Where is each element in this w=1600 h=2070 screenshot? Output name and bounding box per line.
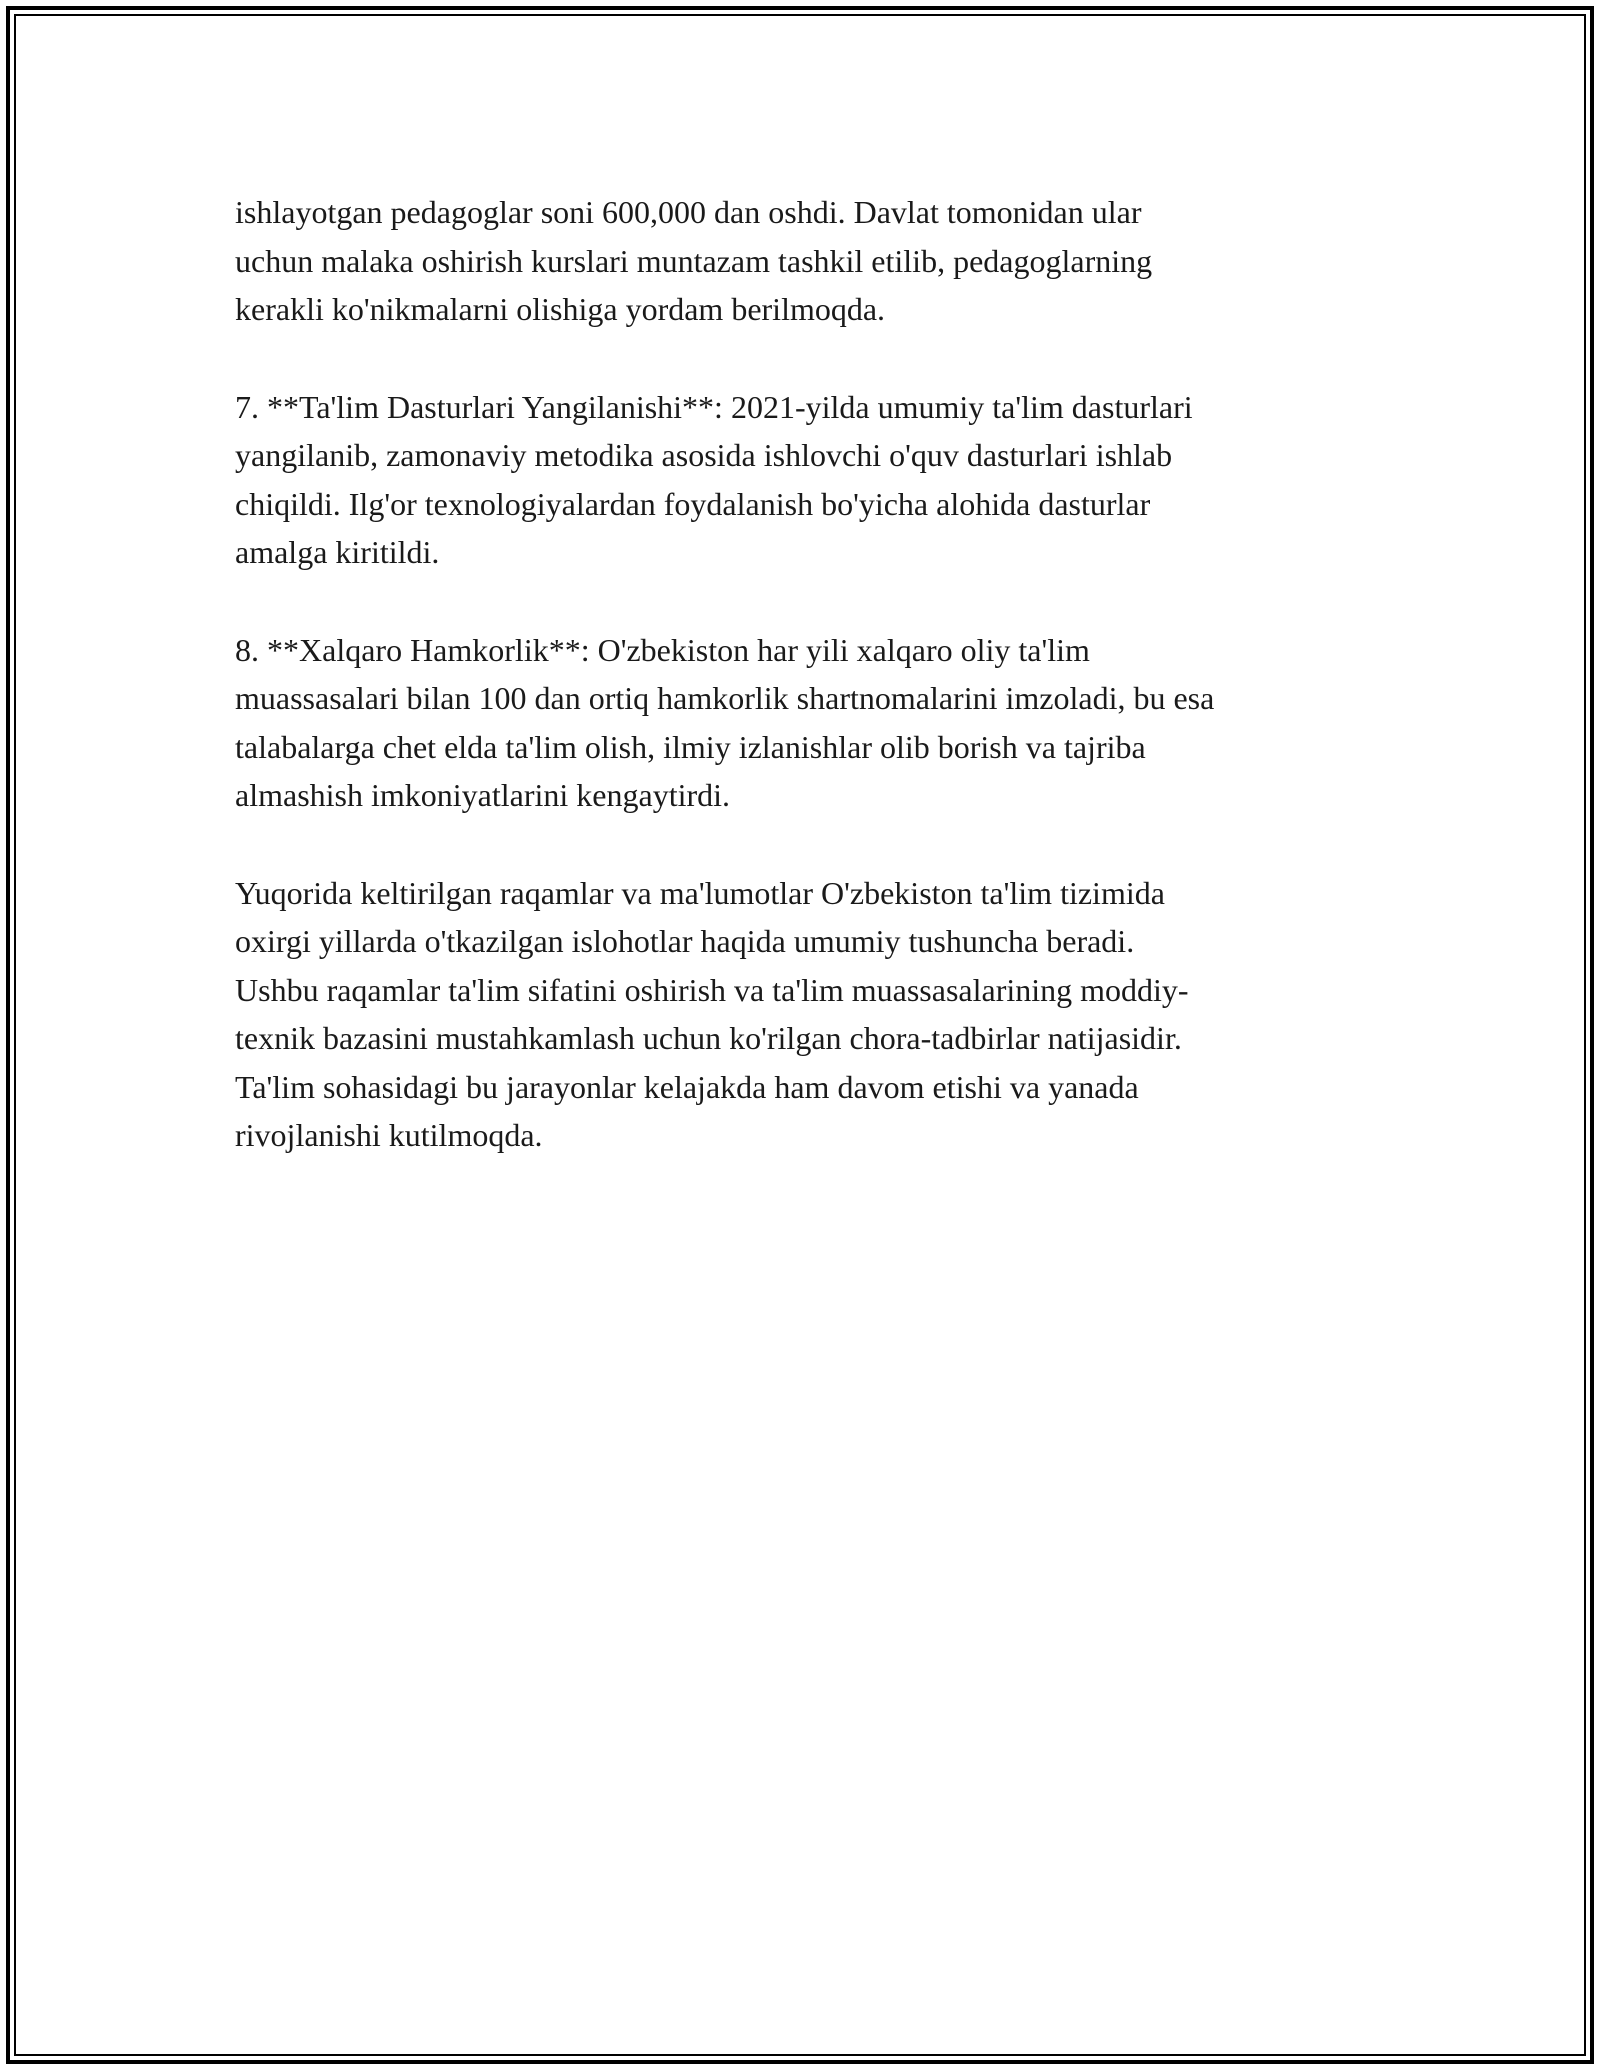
paragraph-teachers: ishlayotgan pedagoglar soni 600,000 dan oshdi. Davlat tomonidan ular uchun malaka oshirish kurslari muntazam tashkil etilib, pedagoglarning kerakli ko'nikmalarni olishiga yordam berilmoqda. bbox=[235, 194, 1153, 327]
paragraph-international-cooperation: 8. **Xalqaro Hamkorlik**: O'zbekiston har yili xalqaro oliy ta'lim muassasalari bilan 100 dan ortiq hamkorlik shartnomalarini imzoladi, bu esa talabalarga chet elda ta'lim olish, ilmiy izlanishlar olib borish va tajriba almashish imkoniyatlarini kengaytirdi. bbox=[235, 631, 1215, 813]
paragraph-conclusion: Yuqorida keltirilgan raqamlar va ma'lumotlar O'zbekiston ta'lim tizimida oxirgi yillarda o'tkazilgan islohotlar haqida umumiy tushuncha beradi. Ushbu raqamlar ta'lim sifatini oshirish va ta'lim muassasalarining moddiy- texnik bazasini mustahkamlash uchun ko'rilgan chora-tadbirlar natijasidir. Ta'lim sohasidagi bu jarayonlar kelajakda ham davom etishi va yanada rivojlanishi kutilmoqda. bbox=[235, 874, 1189, 1153]
paragraph-curriculum-update: 7. **Ta'lim Dasturlari Yangilanishi**: 2021-yilda umumiy ta'lim dasturlari yangilanib, zamonaviy metodika asosida ishlovchi o'quv dasturlari ishlab chiqildi. Ilg'or texnologiyalardan foydalanish bo'yicha alohida dasturlar amalga kiritildi. bbox=[235, 388, 1193, 570]
document-body bbox=[235, 188, 1375, 1209]
